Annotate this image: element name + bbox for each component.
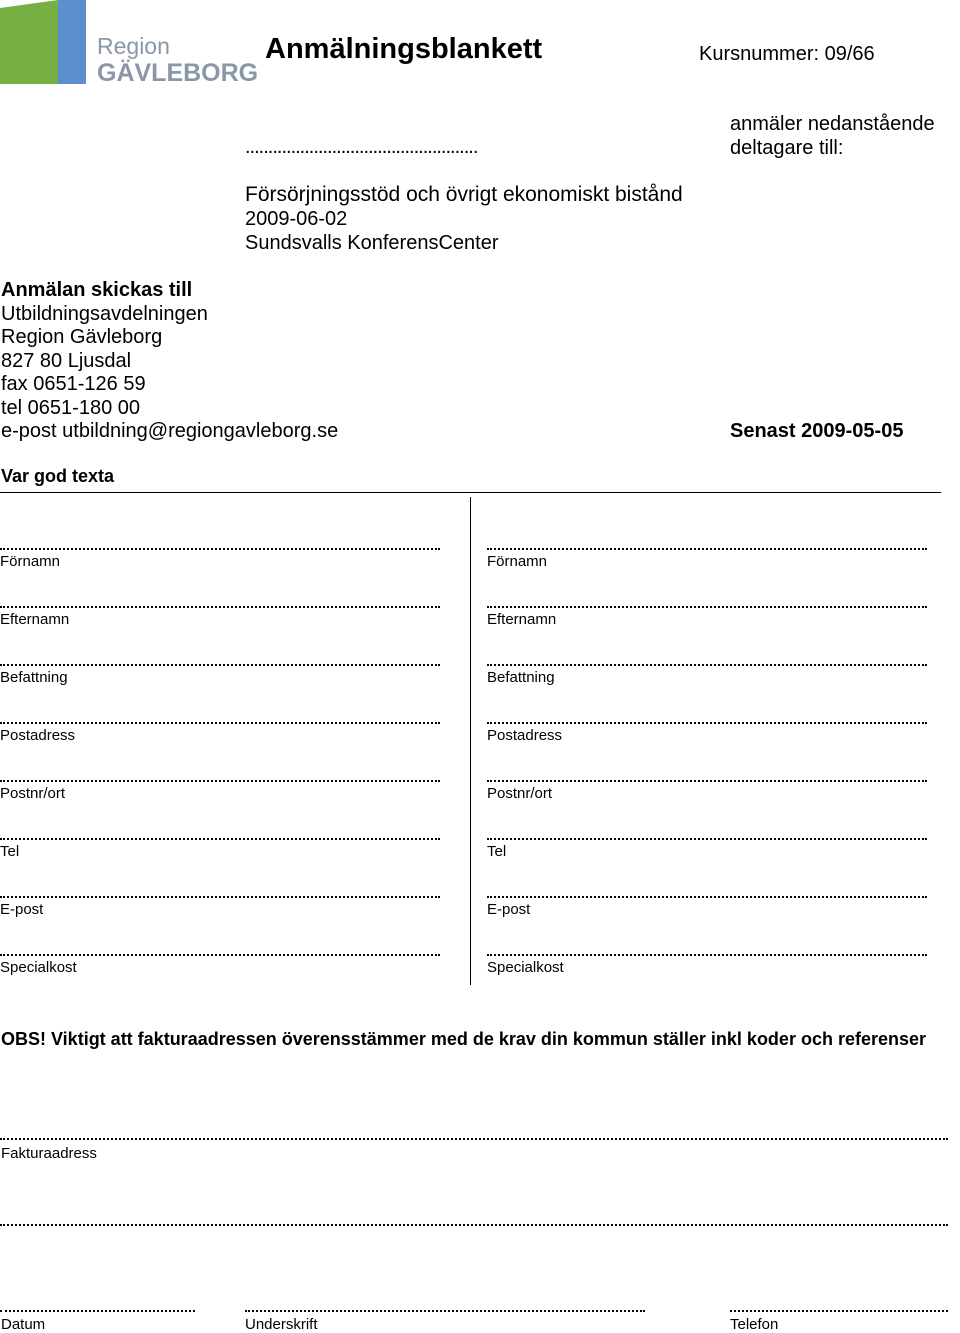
signature-line[interactable] [245, 1310, 645, 1312]
phone-label: Telefon [730, 1316, 779, 1333]
invoice-address-label: Fakturaadress [1, 1145, 97, 1162]
send-to-heading: Anmälan skickas till [1, 279, 193, 301]
fill-line [487, 548, 927, 550]
fill-line [0, 664, 440, 666]
registrant-name-line[interactable]: ................................................... [245, 136, 478, 158]
field-label: Tel [0, 843, 20, 860]
field-label: Specialkost [487, 959, 564, 976]
participant-1-email-field[interactable] [0, 888, 440, 928]
divider [0, 492, 941, 493]
registrant-text [730, 112, 935, 160]
field-label: Specialkost [0, 959, 77, 976]
participant-2-phone-field[interactable] [487, 830, 927, 870]
field-label: Postadress [487, 727, 563, 744]
participant-1-diet-field[interactable] [0, 946, 440, 986]
invoice-address-line-2[interactable] [0, 1224, 948, 1226]
field-label: Förnamn [0, 553, 61, 570]
fill-line [487, 896, 927, 898]
registrant-text-line2: deltagare till: [730, 137, 844, 159]
fill-line [0, 838, 440, 840]
field-label: Efternamn [487, 611, 557, 628]
fill-line [487, 606, 927, 608]
field-label: E-post [0, 901, 44, 918]
fill-line [0, 722, 440, 724]
fill-line [487, 664, 927, 666]
fill-line [0, 780, 440, 782]
field-label: Postadress [0, 727, 76, 744]
send-to-tel: tel 0651-180 00 [1, 396, 141, 419]
participant-2-lastname-field[interactable] [487, 598, 927, 638]
fill-line [487, 780, 927, 782]
instruction: Var god texta [1, 466, 115, 486]
column-divider [470, 497, 471, 985]
course-name: Försörjningsstöd och övrigt ekonomiskt bistånd [245, 183, 683, 206]
field-label: Befattning [0, 669, 68, 686]
fill-line [487, 954, 927, 956]
fill-line [487, 722, 927, 724]
field-label: Tel [487, 843, 507, 860]
fill-line [0, 548, 440, 550]
registrant-text-line1: anmäler nedanstående [730, 113, 935, 135]
participant-1-lastname-field[interactable] [0, 598, 440, 638]
phone-line[interactable] [730, 1310, 948, 1312]
send-to-address [1, 279, 338, 444]
logo-text-region: Region [97, 33, 170, 59]
participant-1-address-field[interactable] [0, 714, 440, 754]
field-label: Förnamn [487, 553, 548, 570]
participant-2-email-field[interactable] [487, 888, 927, 928]
deadline: Senast 2009-05-05 [730, 420, 904, 442]
course-venue: Sundsvalls KonferensCenter [245, 232, 499, 254]
send-to-dept: Utbildningsavdelningen [1, 302, 208, 325]
participant-2-title-field[interactable] [487, 656, 927, 696]
send-to-postal: 827 80 Ljusdal [1, 349, 132, 372]
participant-1-phone-field[interactable] [0, 830, 440, 870]
fill-line [0, 896, 440, 898]
page-title: Anmälningsblankett [265, 33, 543, 65]
fill-line [487, 838, 927, 840]
invoice-notice: OBS! Viktigt att fakturaadressen överensstämmer med de krav din kommun ställer inkl koder och referenser [1, 1029, 927, 1049]
participant-1-title-field[interactable] [0, 656, 440, 696]
field-label: Postnr/ort [487, 785, 553, 802]
field-label: Befattning [487, 669, 555, 686]
participant-2-firstname-field[interactable] [487, 540, 927, 580]
send-to-fax: fax 0651-126 59 [1, 373, 146, 395]
fill-line [0, 954, 440, 956]
participant-2-diet-field[interactable] [487, 946, 927, 986]
course-info [245, 183, 683, 255]
date-line[interactable] [0, 1310, 195, 1312]
invoice-address-line-1[interactable] [0, 1138, 948, 1140]
fill-line [0, 606, 440, 608]
logo-text-gavleborg: GÄVLEBORG [97, 59, 259, 87]
participant-2-postcode-field[interactable] [487, 772, 927, 812]
participant-1-firstname-field[interactable] [0, 540, 440, 580]
field-label: Efternamn [0, 611, 70, 628]
logo-mark [0, 0, 95, 90]
field-label: E-post [487, 901, 531, 918]
signature-label: Underskrift [245, 1316, 318, 1333]
course-number: Kursnummer: 09/66 [699, 43, 875, 65]
date-label: Datum [1, 1316, 46, 1333]
participant-2-address-field[interactable] [487, 714, 927, 754]
send-to-email: e-post utbildning@regiongavleborg.se [1, 420, 339, 442]
course-date: 2009-06-02 [245, 208, 348, 230]
participant-1-postcode-field[interactable] [0, 772, 440, 812]
send-to-org: Region Gävleborg [1, 326, 163, 348]
field-label: Postnr/ort [0, 785, 66, 802]
